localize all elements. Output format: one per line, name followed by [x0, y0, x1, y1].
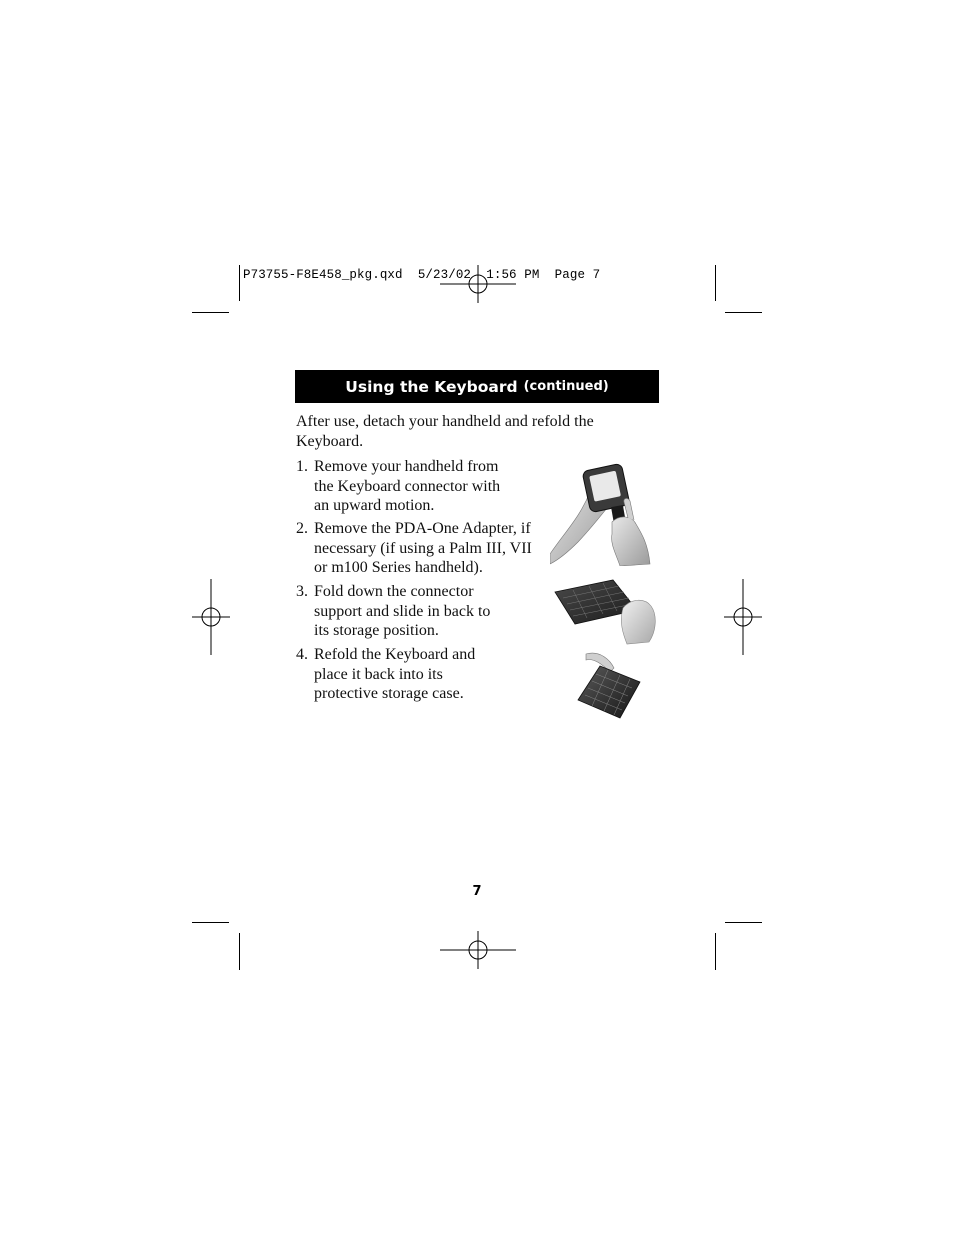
step-line: support and slide in back to	[314, 602, 491, 620]
step-line: an upward motion.	[314, 497, 435, 514]
step-number: 2.	[296, 520, 308, 537]
step-line: Remove your handheld from	[314, 458, 499, 475]
section-subtitle: (continued)	[523, 379, 609, 394]
step-3	[296, 582, 536, 642]
intro-paragraph: After use, detach your handheld and refold the Keyboard.	[296, 413, 594, 450]
step-text	[314, 457, 500, 516]
step-line: place it back into its	[314, 665, 443, 683]
handheld-removal-illustration	[550, 462, 655, 566]
keyboard-fold-illustration	[553, 578, 658, 646]
step-number: 1.	[296, 458, 308, 475]
registration-mark-bottom	[440, 931, 516, 971]
section-title: Using the Keyboard	[345, 377, 518, 396]
step-1	[296, 457, 536, 517]
registration-mark-left	[192, 579, 230, 655]
step-line: necessary (if using a Palm III, VII	[314, 539, 532, 557]
step-text	[314, 645, 475, 704]
print-slug: P73755-F8E458_pkg.qxd 5/23/02 1:56 PM Page 7	[243, 268, 601, 282]
section-header	[295, 370, 659, 403]
step-4	[296, 645, 536, 705]
step-number: 4.	[296, 646, 308, 663]
step-line: its storage position.	[314, 622, 439, 639]
step-line: Fold down the connector	[314, 583, 474, 600]
step-2	[296, 519, 546, 579]
step-line: Refold the Keyboard and	[314, 646, 476, 663]
page-number: 7	[472, 884, 482, 899]
registration-mark-right	[724, 579, 762, 655]
step-text	[314, 582, 490, 641]
step-line: or m100 Series handheld).	[314, 559, 483, 576]
step-line: Remove the PDA-One Adapter, if	[314, 520, 531, 537]
step-number: 3.	[296, 583, 308, 600]
step-text	[314, 519, 554, 578]
step-line: protective storage case.	[314, 685, 464, 702]
storage-case-illustration	[570, 648, 648, 722]
step-line: the Keyboard connector with	[314, 477, 501, 495]
